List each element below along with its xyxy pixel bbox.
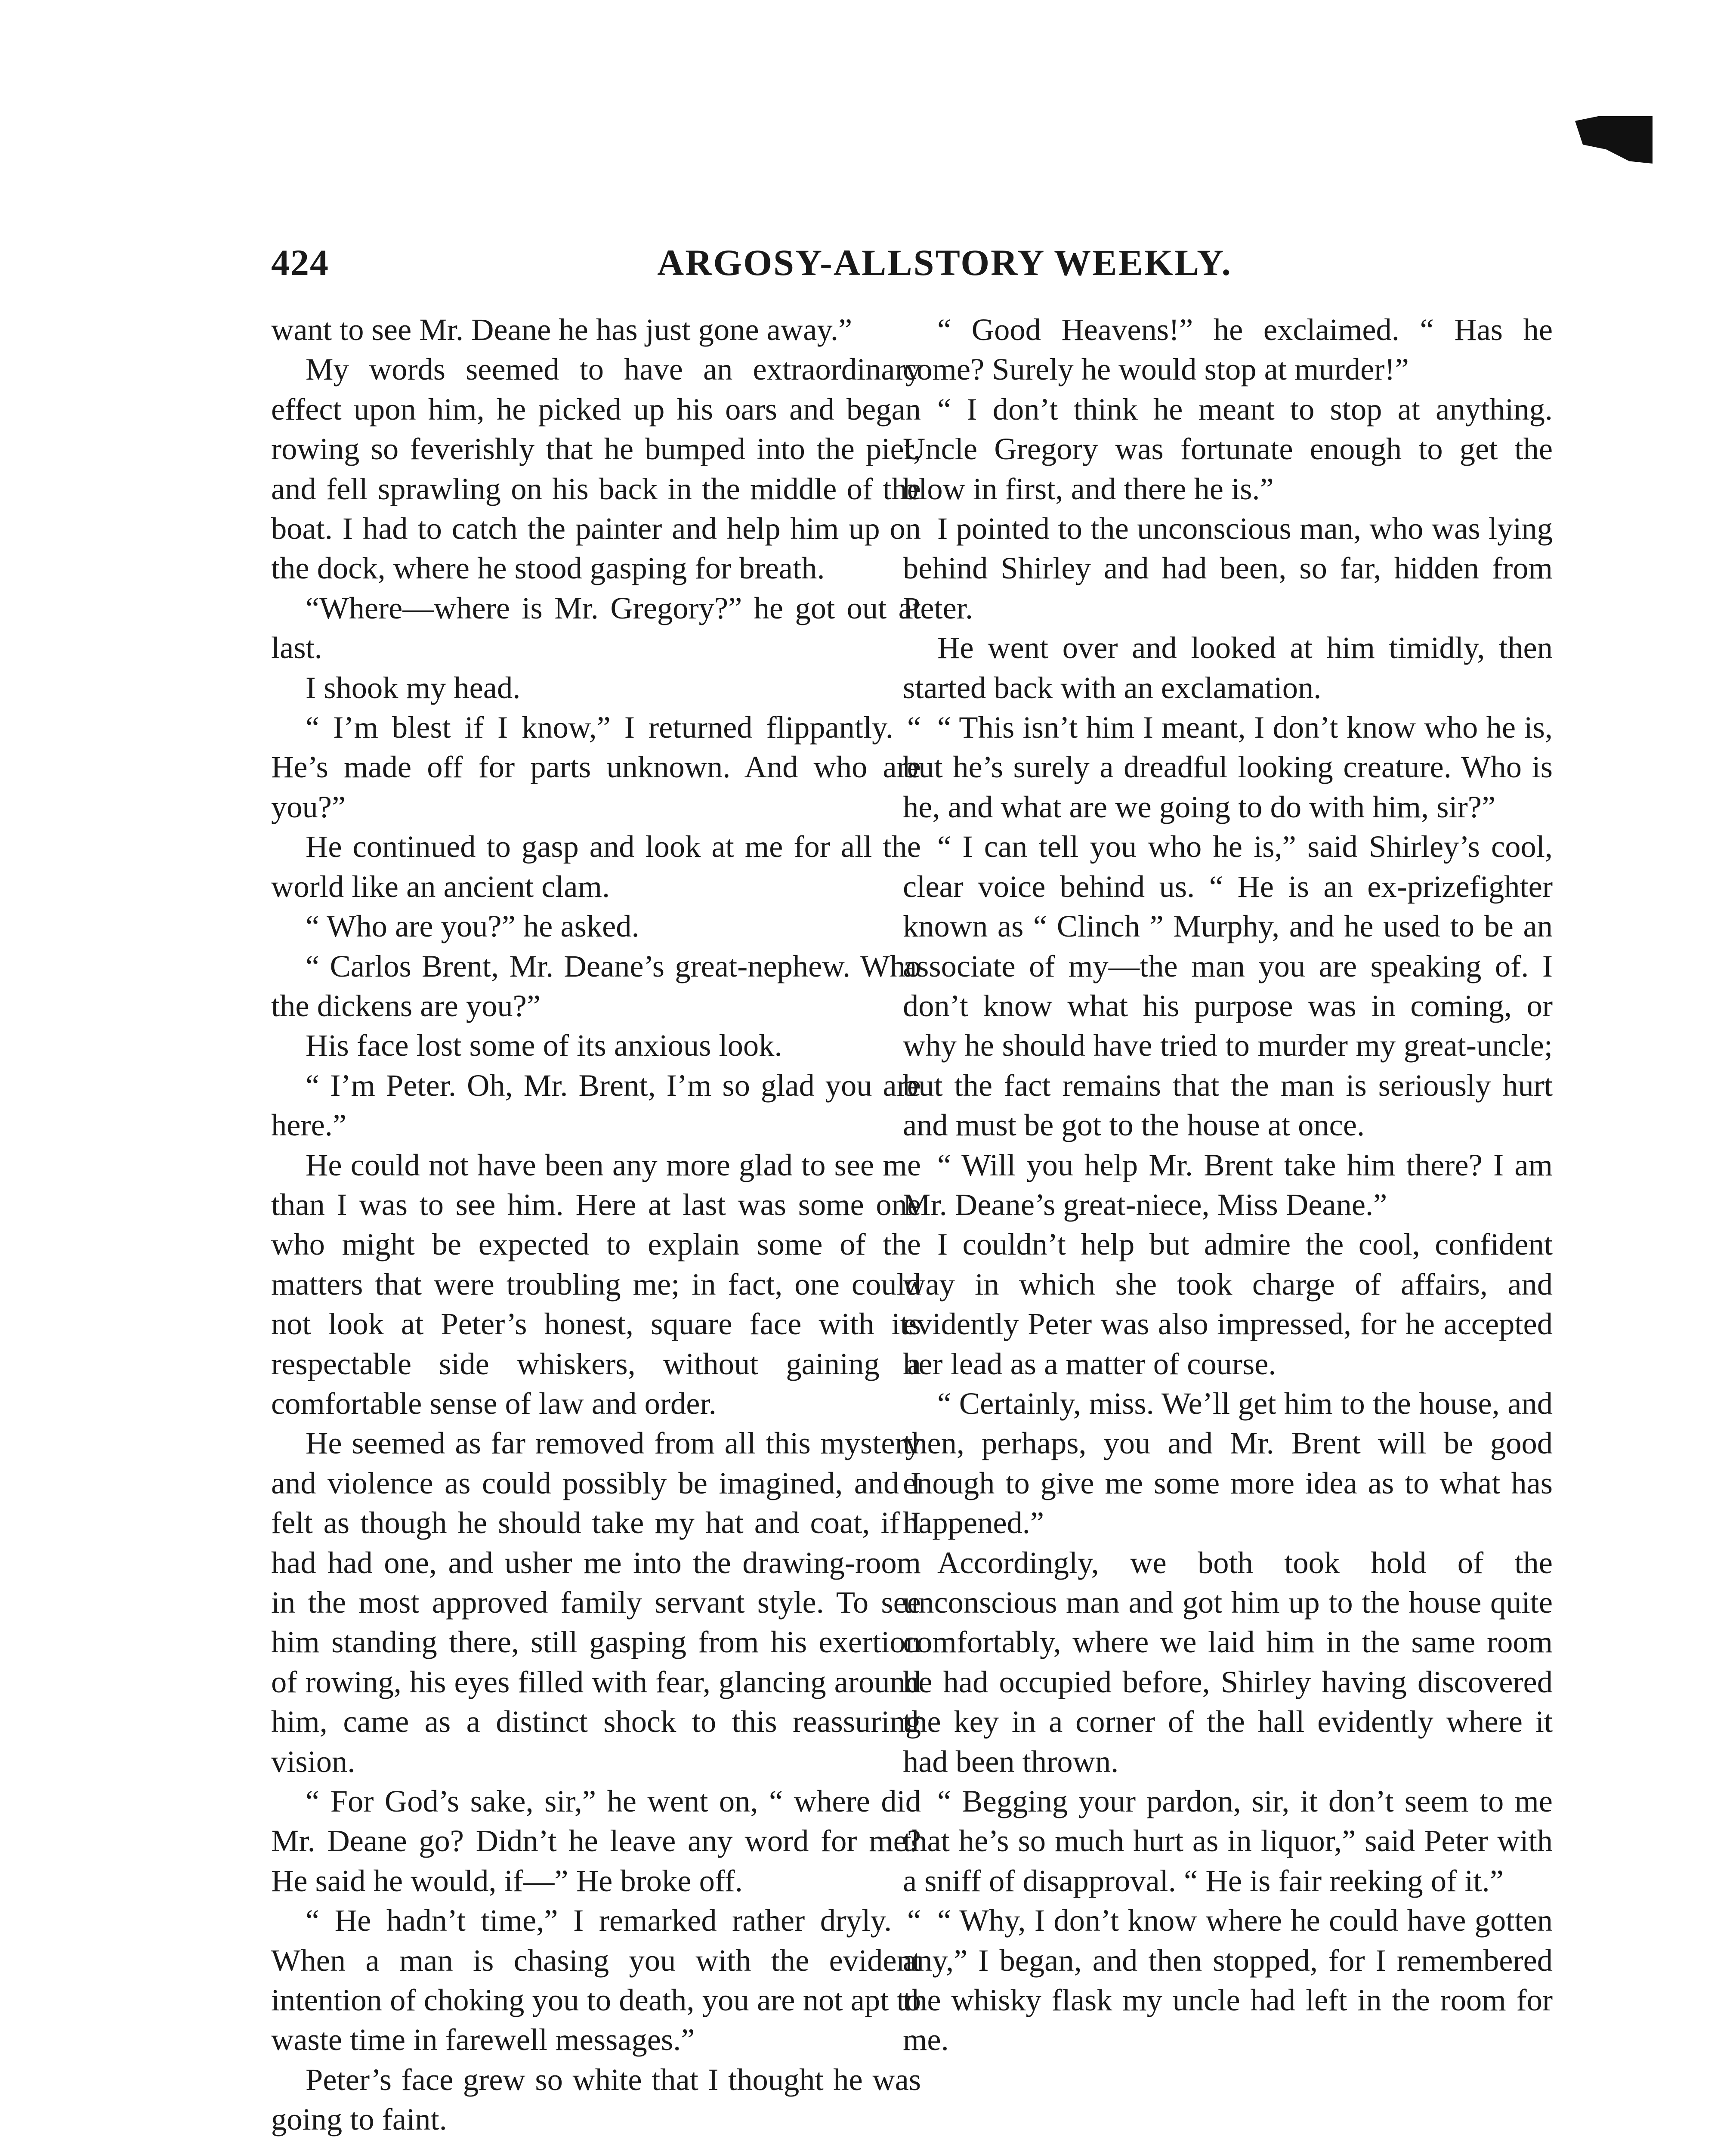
paragraph: “ Good Heavens!” he exclaimed. “ Has he come? Surely he would stop at murder!” — [903, 312, 1553, 387]
paragraph: want to see Mr. Deane he has just gone away.” — [271, 312, 853, 347]
paragraph: “ I’m Peter. Oh, Mr. Brent, I’m so glad you are here.” — [271, 1067, 921, 1143]
right-column — [903, 310, 1553, 2060]
paragraph: He went over and looked at him timidly, then started back with an exclamation. — [903, 630, 1553, 705]
paragraph: I pointed to the unconscious man, who was lying behind Shirley and had been, so far, hidden from Peter. — [903, 511, 1553, 625]
paragraph: I couldn’t help but admire the cool, confident way in which she took charge of affairs, and evidently Peter was also impressed, for he accepted her lead as a matter of course. — [903, 1227, 1553, 1381]
paragraph: Accordingly, we both took hold of the unconscious man and got him up to the house quite comfortably, where we laid him in the same room he had occupied before, Shirley having discovered the key in a corner of the hall evidently where it had been thrown. — [903, 1545, 1553, 1779]
paragraph: I shook my head. — [306, 670, 521, 705]
paragraph: He continued to gasp and look at me for all the world like an ancient clam. — [271, 829, 921, 904]
ink-blot-mark — [1575, 116, 1653, 164]
paragraph: “ Why, I don’t know where he could have gotten any,” I began, and then stopped, for I remembered the whisky flask my uncle had left in the room for me. — [903, 1903, 1553, 2057]
paragraph: “ He hadn’t time,” I remarked rather dryly. “ When a man is chasing you with the evident intention of choking you to death, you are not apt to waste time in farewell messages.” — [271, 1903, 921, 2057]
paragraph: “ Certainly, miss. We’ll get him to the house, and then, perhaps, you and Mr. Brent will be good enough to give me some more idea as to what has happened.” — [903, 1385, 1553, 1540]
paragraph: “ I’m blest if I know,” I returned flippantly. “ He’s made off for parts unknown. And who are you?” — [271, 710, 921, 824]
paragraph: “ Carlos Brent, Mr. Deane’s great-nephew. Who the dickens are you?” — [271, 948, 921, 1023]
paragraph: He seemed as far removed from all this mystery and violence as could possibly be imagined, and I felt as though he should take my hat and coat, if I had had one, and usher me into the drawing-room in the most approved family servant style. To see him standing there, still gasping from his exertion of rowing, his eyes filled with fear, glancing around him, came as a distinct shock to this reassuring vision. — [271, 1425, 921, 1779]
left-column — [271, 310, 921, 2140]
paragraph: Peter’s face grew so white that I thought he was going to faint. — [271, 2062, 921, 2137]
running-title: ARGOSY-ALLSTORY WEEKLY. — [657, 242, 1232, 283]
paragraph: “ I don’t think he meant to stop at anything. Uncle Gregory was fortunate enough to get the blow in first, and there he is.” — [903, 391, 1553, 506]
paragraph: “ For God’s sake, sir,” he went on, “ where did Mr. Deane go? Didn’t he leave any word for me? He said he would, if—” He broke off. — [271, 1784, 921, 1898]
paragraph: “ I can tell you who he is,” said Shirley’s cool, clear voice behind us. “ He is an ex-prizefighter known as “ Clinch ” Murphy, and he used to be an associate of my—the man you are speaking of. I don’t know what his purpose was in coming, or why he should have tried to murder my great-uncle; but the fact remains that the man is seriously hurt and must be got to the house at once. — [903, 829, 1553, 1143]
page-number: 424 — [271, 242, 329, 283]
paragraph: My words seemed to have an extraordinary effect upon him, he picked up his oars and began rowing so feverishly that he bumped into the pier, and fell sprawling on his back in the middle of the boat. I had to catch the painter and help him up on the dock, where he stood gasping for breath. — [271, 352, 921, 586]
paragraph: His face lost some of its anxious look. — [306, 1028, 782, 1063]
paragraph: He could not have been any more glad to see me than I was to see him. Here at last was some one who might be expected to explain some of the matters that were troubling me; in fact, one could not look at Peter’s honest, square face with its respectable side whiskers, without gaining a comfortable sense of law and order. — [271, 1147, 921, 1421]
paragraph: “ Begging your pardon, sir, it don’t seem to me that he’s so much hurt as in liquor,” said Peter with a sniff of disapproval. “ He is fair reeking of it.” — [903, 1784, 1553, 1898]
page-header — [271, 241, 1618, 288]
paragraph: “ Who are you?” he asked. — [306, 909, 639, 944]
paragraph: “Where—where is Mr. Gregory?” he got out at last. — [271, 590, 921, 665]
paragraph: “ This isn’t him I meant, I don’t know who he is, but he’s surely a dreadful looking creature. Who is he, and what are we going to do with him, sir?” — [903, 710, 1553, 824]
paragraph: “ Will you help Mr. Brent take him there? I am Mr. Deane’s great-niece, Miss Deane.” — [903, 1147, 1553, 1222]
